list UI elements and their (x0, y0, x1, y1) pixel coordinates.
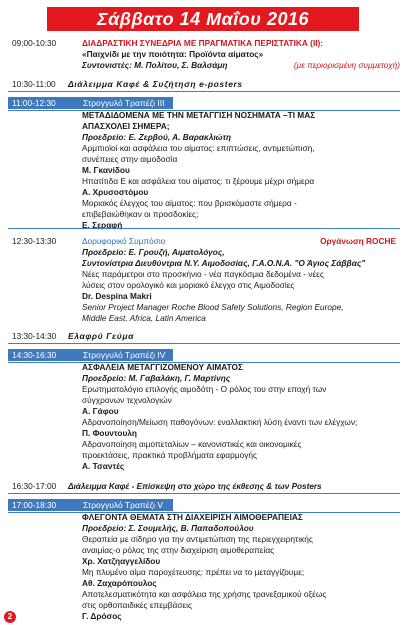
break-time: 16:30-17:00 (12, 481, 57, 491)
talk-title-cont: προεκτάσεις, πρακτικά προβλήματα εφαρμογής (82, 450, 257, 460)
speaker: Dr. Despina Makri (82, 291, 152, 301)
session-chairs: Προεδρείο: Σ. Σουμελής, Β. Παπαδοπούλου (82, 523, 254, 533)
session-time: 09:00-10:30 (12, 38, 57, 48)
break-time: 13:30-14:30 (12, 331, 57, 341)
speaker: Μ. Γκανίδου (82, 165, 130, 175)
break-label: Ελαφρύ Γεύμα (68, 331, 134, 341)
date-banner: Σάββατο 14 Μαΐου 2016 (47, 7, 359, 31)
talk-title-cont: σύγχρονων τεχνολογιών (82, 395, 172, 405)
session-subtitle: «Παιχνίδι με την ποιότητα: Προϊόντα αίματος» (82, 49, 264, 59)
session-title: ΑΣΦΑΛΕΙΑ ΜΕΤΑΓΓΙΖΟΜΕΝΟΥ ΑΙΜΑΤΟΣ (82, 362, 243, 372)
talk-title-cont: επιβεβαιώθηκαν οι προσδοκίες; (82, 209, 199, 219)
coffee-break-2 (8, 480, 400, 494)
speaker: Α. Γάφου (82, 406, 119, 416)
session-title: ΜΕΤΑΔΙΔΟΜΕΝΑ ΜΕ ΤΗΝ ΜΕΤΑΓΓΙΣΗ ΝΟΣΗΜΑΤΑ –ΤΙ ΜΑΣ (82, 110, 316, 120)
round-table-4-bar (8, 349, 400, 363)
session-title: ΔΙΑΔΡΑΣΤΙΚΗ ΣΥΝΕΔΡΙΑ ΜΕ ΠΡΑΓΜΑΤΙΚΑ ΠΕΡΙΣΤΑΤΙΚΑ (ΙΙ): (82, 38, 324, 48)
session-title: ΦΛΕΓΟΝΤΑ ΘΕΜΑΤΑ ΣΤΗ ΔΙΑΧΕΙΡΙΣΗ ΑΙΜΟΘΕΡΑΠΕΙΑΣ (82, 512, 303, 522)
page-number: 2 (4, 611, 16, 623)
speaker: Α. Χρυσοστόμου (82, 187, 149, 197)
speaker-role-cont: Middle East, Africa, Latin America (82, 313, 206, 323)
break-time: 10:30-11:00 (12, 79, 56, 89)
session-bar-label: Στρογγυλό Τραπέζι IV (83, 350, 166, 360)
talk-title: Μοριακός έλεγχος του αίματος: που βρισκόμαστε σήμερα - (82, 198, 297, 208)
session-chairs: Προεδρείο: Ε. Ζερβού, Α. Βαρακλιώτη (82, 132, 232, 142)
talk-title: Νέες παράμετροι στο προσκήνιο - νέα παγκόσμια δεδομένα - νέες (82, 269, 324, 279)
session-note: (με περιορισμένη συμμετοχή) (293, 60, 400, 70)
lunch-break (8, 330, 400, 344)
speaker: Ε. Σεραφή (82, 220, 123, 230)
divider (8, 222, 400, 229)
speaker-role: Senior Project Manager Roche Blood Safety Solutions, Region Europe, (82, 302, 344, 312)
session-time: 14:30-16:30 (12, 350, 57, 360)
talk-title: Ερωτηματολόγιο επιλογής αιμοδότη - Ο ρόλος του στην εποχή των (82, 384, 327, 394)
talk-title: Αδρανοποίηση αιμοπεταλίων – κανονιστικές και οικονομικές (82, 439, 302, 449)
talk-title: Θεραπεία με σίδηρο για την αντιμετώπιση της περιεγχειρητικής (82, 534, 313, 544)
talk-title: Αρμπιοϊοί και ασφάλεια του αίματος: επιπτώσεις, αντιμετώπιση, (82, 143, 315, 153)
session-time: 11:00-12:30 (12, 98, 56, 108)
talk-title-cont: συνέπειες στην αιμοδοσία (82, 154, 178, 164)
talk-title-cont: αναιμίας-ο ρόλος της στην διαχείριση αιμοθεραπείας (82, 545, 275, 555)
speaker: Γ. Δρόσος (82, 611, 122, 621)
session-coordinators: Συντονιστές: Μ. Πολίτου, Σ. Βαλσάμη (82, 60, 228, 70)
talk-title: Αδρανοποίηση/Μείωση παθογόνων: εναλλακτική λύση έναντι των ελέγχων; (82, 417, 358, 427)
talk-title: Μη πλυμένο αίμα παροχέτευσης: πρέπει να το μεταγγίζουμε; (82, 567, 305, 577)
speaker: Χρ. Χατζηαγγελίδου (82, 556, 161, 566)
session-time: 12:30-13:30 (12, 236, 57, 246)
session-chairs: Προεδρείο: Μ. Γαβαλάκη, Γ. Μαρτίνης (82, 373, 231, 383)
coffee-break-1 (8, 78, 400, 92)
session-title: Δορυφορικό Συμπόσιο (82, 236, 166, 246)
session-bar-label: Στρογγυλό Τραπέζι ΙΙΙ (83, 98, 165, 108)
break-label: Διάλειμμα Καφέ & Συζήτηση e-posters (68, 79, 243, 89)
talk-title-cont: στις ορθοπαιδικές επεμβάσεις (82, 600, 192, 610)
round-table-5-bar (8, 499, 400, 513)
break-label: Διάλειμμα Καφέ - Επίσκεψη στο χώρο της έκθεσης & των Posters (68, 482, 322, 491)
talk-title: Αποτελεσματικότητα και ασφάλεια της χρήσης τρανεξαμικού οξέως (82, 589, 327, 599)
speaker: Π. Φουντουλη (82, 428, 137, 438)
round-table-3-bar (8, 97, 400, 111)
talk-title-cont: λύσεις στον ορολογικό και μοριακό έλεγχο στις Αιμοδοσίες (82, 280, 295, 290)
session-chairs-cont: Συντονίστρια Διευθύντρια Ν.Υ. Αιμοδοσίας, Γ.Α.Ο.Ν.Α. "Ο Άγιος Σάββας" (82, 258, 366, 268)
talk-title: Ηπατίτιδα Ε και ασφάλεια του αίματος: τι ξέρουμε μέχρι σήμερα (82, 176, 315, 186)
session-time: 17:00-18:30 (12, 500, 57, 510)
session-title-cont: ΑΠΑΣΧΟΛΕΙ ΣΗΜΕΡΑ; (82, 121, 170, 131)
session-bar-label: Στρογγυλό Τραπέζι V (83, 500, 164, 510)
speaker: Αθ. Ζαχαρόπουλος (82, 578, 157, 588)
speaker: Α. Τσαντές (82, 461, 125, 471)
organizer: Οργάνωση ROCHE (320, 236, 396, 246)
session-chairs: Προεδρείο: Ε. Γρουζή, Αιματολόγος, (82, 247, 225, 257)
